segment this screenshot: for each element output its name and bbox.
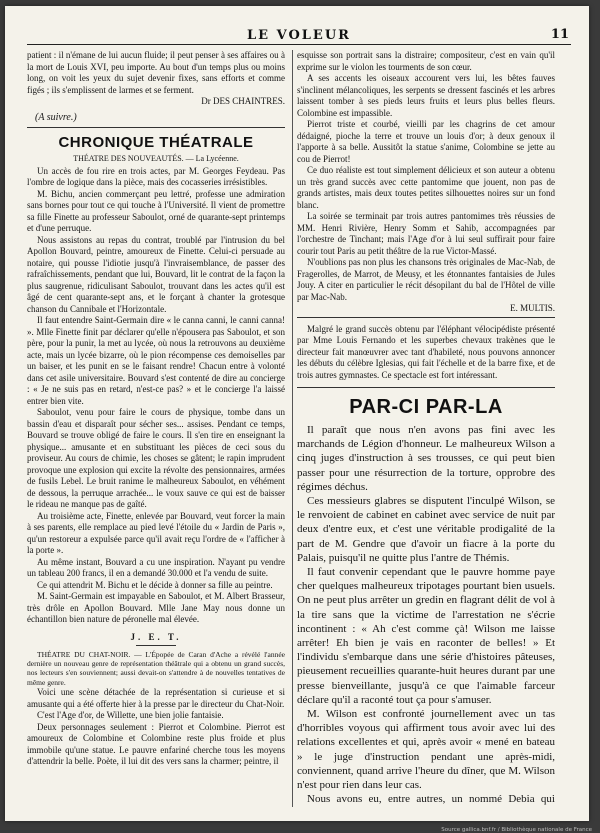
parci-parla-title: PAR-CI PAR-LA xyxy=(349,396,503,418)
parci-parla-body xyxy=(297,423,555,809)
right-column xyxy=(297,50,555,809)
article-signature: E. MULTIS. xyxy=(510,303,555,313)
article-paragraph: Saboulot, venu pour faire le cours de physique, tombe dans un bassin d'eau et disparaît pour sécher ses... assises. Pendant ce temps, Bouvard se trouve obligé de faire le cours. Il s'en tire en enseignant la physique... amusante et en substituant les pièces de ceci sous du proviseur. Au cours de chimie, les choses se gâtent; le rapin imprudent provoque une explosion qui excite la révolte des pensionnaires, armées de fusils Lebel. Le bruit ranime le malheureux Saboulot, en véhément de dessous, la perruque arrachée... le voux sauve ce qui est de baisser le rideau ne manque pas de gaîté. xyxy=(27,407,285,509)
article-paragraph: N'oublions pas non plus les chansons très originales de Mac-Nab, de Fragerolles, de Marrot, de Meusy, et les étonnantes fantaisies de Jules Jouy. A citer en particulier le récit désopilant du bal de l'Hôtel de ville par Mac-Nab. xyxy=(297,257,555,302)
page-number: 11 xyxy=(550,27,569,42)
section-rule xyxy=(297,317,555,318)
source-credit: Source gallica.bnf.fr / Bibliothèque nationale de France xyxy=(441,827,592,833)
article-paragraph: M. Wilson est confronté journellement avec un tas d'horribles voyous qui affirment tous avoir avec lui des relations excellentes et qui, après avoir « mené en bateau » le juge d'instruction pendant une après-midi, conviennent, quand arrive l'heure du dîner, que M. Wilson n'est pour rien dans leur cas. xyxy=(297,708,555,792)
article-paragraph: Au même instant, Bouvard a cu une inspiration. N'ayant pu vendre un tableau 200 francs, il en a demandé 30.000 et l'a vendu de suite. xyxy=(27,556,285,578)
circus-paragraph: Malgré le grand succès obtenu par l'éléphant vélocipédiste présenté par Mme Louis Fernando et les superbes chevaux trakènes que le directeur fait manœuvrer avec tant d'habileté, nous pouvons annoncer les débuts du célèbre Iglesias, qui fait l'échelle et de la barre fixe, et de trois autres gymnastes. Ce spectacle est fort intéressant. xyxy=(297,323,555,380)
article-paragraph: Il faut entendre Saint-Germain dire « le canna canni, le canni canna! ». Mlle Finette finit par déclarer qu'elle n'épousera pas Saboulot, et son père, pour la punir, la met au lycée, où nous la retrouvons au deuxième acte, mais un lycée bizarre, où le pion récompense ces demoiselles par un baiser, et les punit en se le faisant rendre! Chacun entre à volonté dans cet asile universitaire. Bouvard s'est contenté de dire au concierge : « Je ne suis pas en retard, n'est-ce pas? » et le concierge l'a laissé entrer bien vite. xyxy=(27,315,285,406)
page-header xyxy=(27,26,571,45)
article-paragraph: M. Saint-Germain est impayable en Saboulot, et M. Albert Brasseur, très drôle en Apollon Bouvard. Mlle Jane May nous donne un échantillon bien nature de péronelle mal élevée. xyxy=(27,591,285,624)
article-paragraph: M. Bichu, ancien commerçant peu lettré, professe une admiration sans bornes pour tout ce qui touche à l'Université. Il vient de promettre sa fille Finette au professeur Saboulot, orné de quarante-sept printemps et d'une perruque. xyxy=(27,188,285,233)
chronique-title: CHRONIQUE THÉATRALE xyxy=(58,133,254,151)
article-paragraph: Il paraît que nous n'en avons pas fini avec les marchands de Légion d'honneur. Le malheureux Wilson a cinq juges d'instruction à ses trousses, ce qui peut bien passer pour une résurrection de la torture, opprobre des régimes déchus. xyxy=(297,424,555,493)
article-paragraph: Un accès de fou rire en trois actes, par M. Georges Feydeau. Pas l'ombre de logique dans la pièce, mais des cocasseries irrésistibles. xyxy=(27,165,285,187)
article-paragraph: Ce duo réaliste est tout simplement délicieux et son auteur a obtenu un très grand succès avec cette pantomime que jouent, non pas de grands artistes, mais deux toutes petites silhouettes noires sur un fond blanc. xyxy=(297,165,555,210)
article-paragraph: esquisse son portrait sans la distraire; compositeur, c'est en vain qu'il exprime sur le violon les tourments de son cœur. xyxy=(297,50,555,72)
article-paragraph: La soirée se terminait par trois autres pantomimes très réussies de MM. Henri Rivière, Henry Somm et Sahib, accompagnées par l'orchestre de Tinchant; mais l'Age d'or à lui seul suffirait pour faire courir tout Paris au petit théâtre de la rue Victor-Massé. xyxy=(297,211,555,256)
article-paragraph: A ses accents les oiseaux accourent vers lui, les bêtes fauves s'inclinent mélancoliques, les serpents se dressent fascinés et les arbres laissent tomber à ses pieds leurs fruits et leurs plus belles fleurs. Colombine est impassible. xyxy=(297,73,555,118)
article-paragraph: Ce qui attendrit M. Bichu et le décide à donner sa fille au peintre. xyxy=(37,579,273,590)
author-initials: J. E. T. xyxy=(130,631,182,642)
article-paragraph: Nous assistons au repas du contrat, troublé par l'intrusion du bel Apollon Bouvard, peintre, amoureux de Finette. Celui-ci persuade au notaire, qui pousse l'idiotie jusqu'à l'invraisemblance, de passer des rafraîchissements, pendant que lui, Bouvard, lit le contrat de la façon la plus saugrenue, ridiculisant Saboulot, trouvant dans les actes qu'il est âgé de cent quarante-sept ans, et le forçant à chanter la grotesque chanson du Cannibale et l'Horizontale. xyxy=(27,234,285,314)
intro-paragraph: patient : il n'émane de lui aucun fluide; il peut penser à ses affaires ou à la mort de Louis XVI, peu importe. Au bout d'un temps plus ou moins long, on voit les yeux du sujet devenir fixes, sans efforts et comme figés ; ils s'emplissent de larmes et se ferment. xyxy=(27,50,285,95)
section-rule xyxy=(27,127,285,128)
journal-title: LE VOLEUR xyxy=(247,28,351,43)
chatnoir-intro: THÉATRE DU CHAT-NOIR. — L'Épopée de Caran d'Ache a révélé l'année dernière un nouveau genre de représentation théâtrale qui a obtenu un grand succès, nos lecteurs s'en souviennent; aussi devait-on s'attendre à de nouvelles tentatives de même genre. xyxy=(27,649,285,687)
intro-signature: Dr DES CHAINTRES. xyxy=(201,96,285,106)
article-paragraph: Au troisième acte, Finette, enlevée par Bouvard, veut forcer la main à ses parents, elle remplace au pied levé l'étoile du « Jardin de Paris », qu'un restoreur a expulsée parce qu'il avait reçu l'ordre de « l'afficher à la porte ». xyxy=(27,510,285,555)
newspaper-page xyxy=(5,6,589,821)
article-paragraph: Pierrot triste et courbé, vieilli par les chagrins de cet amour dédaigné, pioche la terre et trouve un louis d'or; à deux genoux il l'apporte à sa belle. Aussitôt la statue s'anime, Colombine se jette au cou de Pierrot! xyxy=(297,119,555,164)
article-paragraph: Nous avons eu, entre autres, un nommé Debia qui xyxy=(307,793,555,806)
article-paragraph: Ces messieurs glabres se disputent l'inculpé Wilson, se le renvoient de cabinet en cabinet avec service de nuit par deux d'entre eux, et c'est une véritable prodigalité de la part de M. Gendre que d'avoir un fiacre à la porte du Palais, puisqu'il ne quitte plus l'antre de Thémis. xyxy=(297,495,555,564)
short-rule xyxy=(136,645,176,646)
chronique-subtitle: THÉATRE DES NOUVEAUTÉS. — La Lycéenne. xyxy=(73,153,239,163)
column-divider xyxy=(292,50,293,807)
section-rule xyxy=(297,387,555,388)
to-be-continued: (A suivre.) xyxy=(35,111,77,123)
left-column xyxy=(27,50,285,809)
article-paragraph: Il faut convenir cependant que le pauvre homme paye cher quelques malheureux tripotages pourtant bien usuels. On ne peut plus arrêter un gredin en flagrant délit de vol à la tire sans que la victime de l'arrestation ne s'écrie incontinent : « Ah c'est comme çà! Wilson me laisse arrêter! Eh bien je vais en raconter de belles! » Et l'individu s'embarque dans une série d'histoires pâteuses, pieusement recueillies quarante-huit heures durant par une presse bienveillante, jusqu'à ce que l'aimable farceur déclare qu'il a raconté tout ça pour s'amuser. xyxy=(297,566,555,706)
article-paragraph: Voici une scène détachée de la représentation si curieuse et si amusante qui a été offerte hier à la presse par le directeur du Chat-Noir. xyxy=(27,687,285,709)
article-paragraph: C'est l'Age d'or, de Willette, une bien jolie fantaisie. xyxy=(37,710,224,721)
article-paragraph: Deux personnages seulement : Pierrot et Colombine. Pierrot est amoureux de Colombine et Colombine reste plus froide et plus immobile qu'une statue. Le pauvre enfariné cherche tous les moyens d'attendrir la belle. Poète, il lui dit des vers sans la charmer; peintre, il xyxy=(27,721,285,767)
